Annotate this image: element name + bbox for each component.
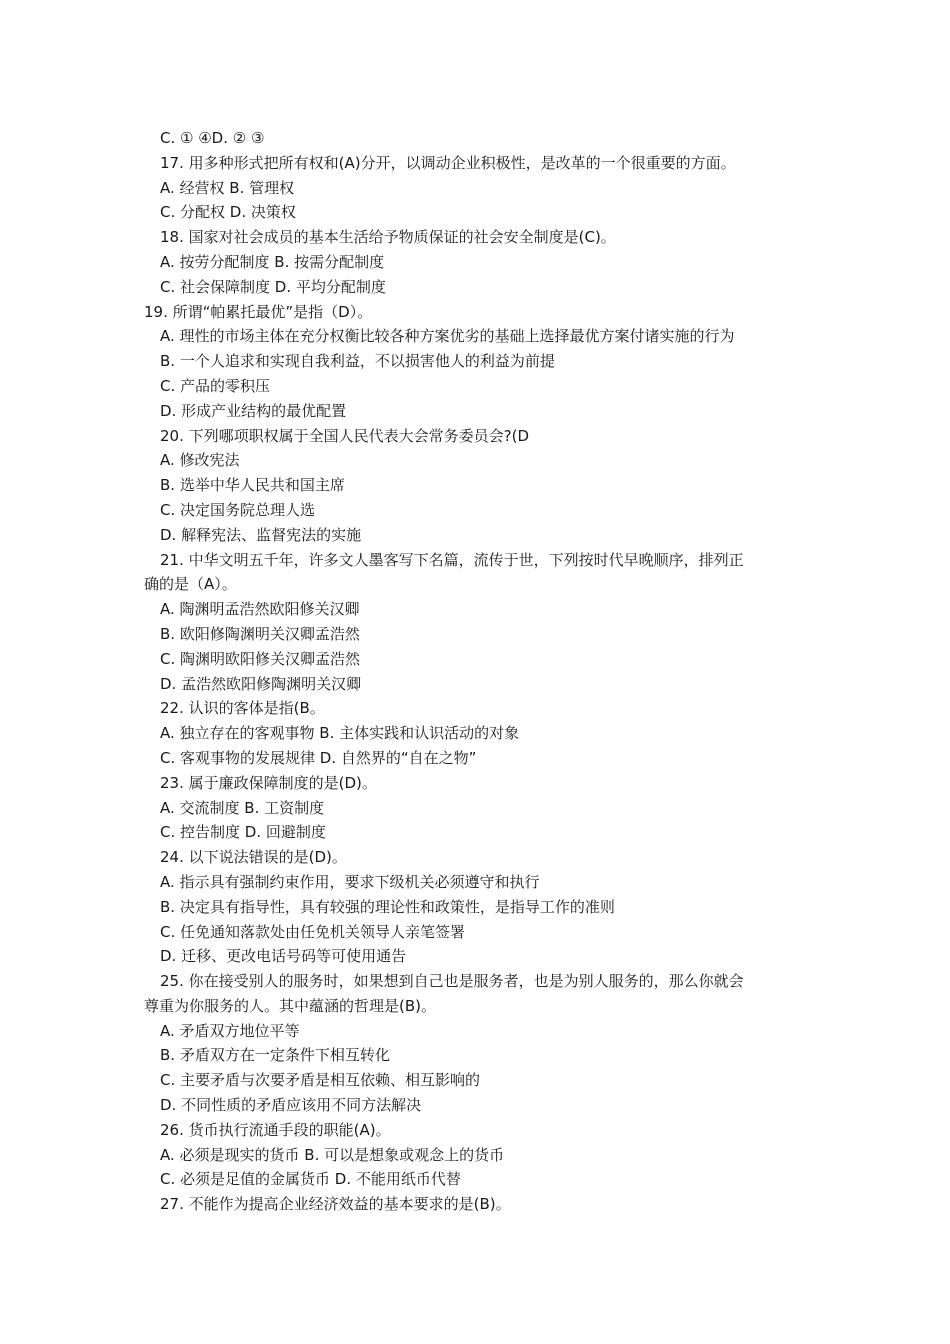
text-line: B. 选举中华人民共和国主席: [160, 476, 345, 495]
text-line: 确的是（A）。: [144, 575, 237, 594]
text-line: 20. 下列哪项职权属于全国人民代表大会常务委员会?(D: [160, 426, 529, 445]
text-line: 21. 中华文明五千年，许多文人墨客写下名篇，流传于世，下列按时代早晚顺序，排列正: [160, 550, 744, 569]
text-line: C. 陶渊明欧阳修关汉卿孟浩然: [160, 649, 361, 668]
text-line: A. 陶渊明孟浩然欧阳修关汉卿: [160, 600, 360, 619]
text-line: C. 产品的零积压: [160, 376, 271, 395]
text-line: D. 迁移、更改电话号码等可使用通告: [160, 947, 407, 966]
text-line: D. 孟浩然欧阳修陶渊明关汉卿: [160, 674, 362, 693]
text-line: D. 不同性质的矛盾应该用不同方法解决: [160, 1096, 422, 1115]
text-line: C. 主要矛盾与次要矛盾是相互依赖、相互影响的: [160, 1071, 481, 1090]
text-line: C. 分配权 D. 决策权: [160, 203, 296, 222]
text-line: C. 任免通知落款处由任免机关领导人亲笔签署: [160, 922, 466, 941]
text-line: A. 按劳分配制度 B. 按需分配制度: [160, 252, 385, 271]
text-line: C. 必须是足值的金属货币 D. 不能用纸币代替: [160, 1170, 461, 1189]
text-line: A. 理性的市场主体在充分权衡比较各种方案优劣的基础上选择最优方案付诸实施的行为: [160, 327, 735, 346]
text-line: A. 指示具有强制约束作用，要求下级机关必须遵守和执行: [160, 872, 540, 891]
text-line: 27. 不能作为提高企业经济效益的基本要求的是(B)。: [160, 1195, 511, 1214]
text-line: B. 矛盾双方在一定条件下相互转化: [160, 1046, 390, 1065]
text-line: A. 独立存在的客观事物 B. 主体实践和认识活动的对象: [160, 724, 520, 743]
text-line: 25. 你在接受别人的服务时，如果想到自己也是服务者，也是为别人服务的，那么你就会: [160, 972, 744, 991]
text-line: B. 决定具有指导性，具有较强的理论性和政策性，是指导工作的准则: [160, 897, 615, 916]
text-line: 24. 以下说法错误的是(D)。: [160, 848, 347, 867]
text-line: C. 决定国务院总理人选: [160, 500, 316, 519]
text-line: C. 控告制度 D. 回避制度: [160, 823, 326, 842]
text-line: 尊重为你服务的人。其中蕴涵的哲理是(B)。: [144, 996, 436, 1015]
text-line: C. ① ④D. ② ③: [160, 129, 265, 147]
text-line: A. 经营权 B. 管理权: [160, 178, 295, 197]
text-line: 19. 所谓“帕累托最优”是指（D）。: [144, 302, 373, 321]
text-line: D. 形成产业结构的最优配置: [160, 401, 347, 420]
text-line: B. 一个人追求和实现自我利益，不以损害他人的利益为前提: [160, 352, 555, 371]
text-line: 17. 用多种形式把所有权和(A)分开，以调动企业积极性，是改革的一个很重要的方面。: [160, 153, 736, 172]
document-body: [144, 126, 808, 1217]
text-line: C. 社会保障制度 D. 平均分配制度: [160, 277, 386, 296]
text-line: 23. 属于廉政保障制度的是(D)。: [160, 773, 377, 792]
text-line: D. 解释宪法、监督宪法的实施: [160, 525, 362, 544]
text-line: A. 交流制度 B. 工资制度: [160, 798, 325, 817]
text-line: B. 欧阳修陶渊明关汉卿孟浩然: [160, 624, 360, 643]
text-line: 26. 货币执行流通手段的职能(A)。: [160, 1120, 391, 1139]
text-line: 22. 认识的客体是指(B。: [160, 699, 325, 718]
text-line: A. 必须是现实的货币 B. 可以是想象或观念上的货币: [160, 1145, 505, 1164]
text-line: 18. 国家对社会成员的基本生活给予物质保证的社会安全制度是(C)。: [160, 228, 616, 247]
text-line: A. 矛盾双方地位平等: [160, 1021, 300, 1040]
text-line: C. 客观事物的发展规律 D. 自然界的“自在之物”: [160, 748, 477, 767]
text-line: A. 修改宪法: [160, 451, 240, 470]
